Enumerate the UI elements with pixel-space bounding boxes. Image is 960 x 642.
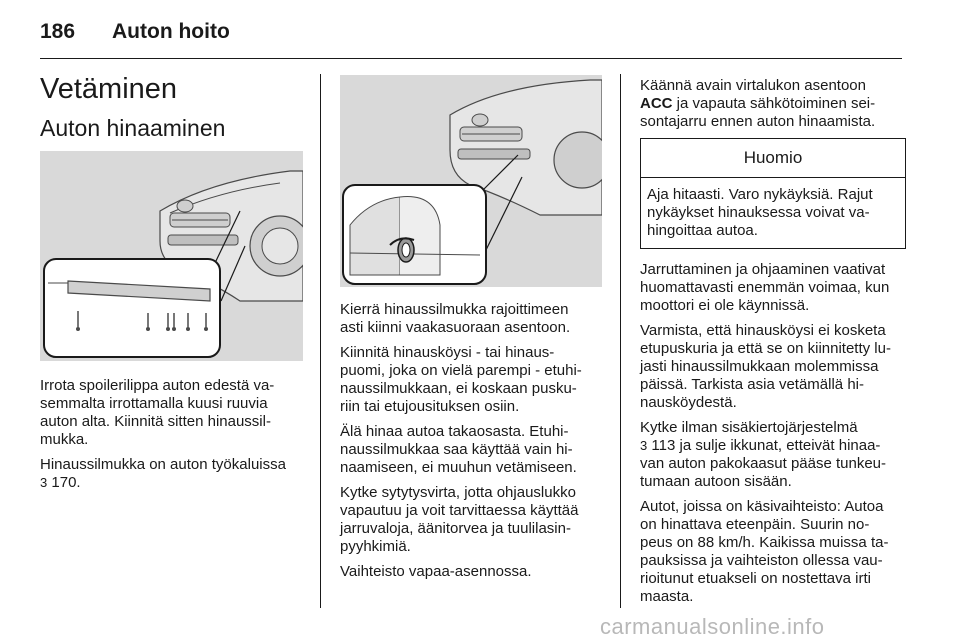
towing-eye-illustration (340, 75, 602, 287)
page-ref[interactable]: 113 ja sulje ikkunat, etteivät hinaa- (647, 437, 881, 454)
paragraph-manual-gearbox: Autot, joissa on käsivaihteisto: Autoa on hinattava eteenpäin. Suurin no- peus on 88 km/h. Kaikissa muissa ta- pauksissa ja vaihteiston ollessa vau- rioitunut etuakseli on nostettava irti maasta. (640, 498, 889, 605)
header-rule (40, 58, 902, 59)
page-header (40, 14, 902, 54)
column-divider-2 (620, 74, 621, 608)
column-divider-1 (320, 74, 321, 608)
section-title: Vetäminen (40, 73, 178, 105)
column-3 (640, 77, 906, 613)
caution-body: Aja hitaasti. Varo nykäyksiä. Rajut nykäykset hinauksessa voivat va- hingoittaa autoa. (647, 186, 873, 239)
acc-label: ACC (640, 95, 673, 112)
paragraph-rope-check: Varmista, että hinausköysi ei kosketa etupuskuria ja että se on kiinnitetty lu- jasti hinaussilmukkaan molemmissa päissä. Tarkista asia vetämällä hi- nausköydestä. (640, 322, 891, 411)
paragraph-no-rear-tow: Älä hinaa autoa takaosasta. Etuhi- naussilmukkaa saa käyttää vain hi- naamiseen, ei muuhun vetämiseen. (340, 423, 577, 476)
page-ref-arrow: 3 (640, 438, 648, 453)
car-front-illustration (40, 151, 303, 361)
paragraph-spoiler: Irrota spoilerilippa auton edestä va- semmalta irrottamalla kuusi ruuvia auton alta. Kiinnitä sitten hinaussil- mukka. (40, 377, 275, 448)
paragraph-recirculation: Kytke ilman sisäkiertojärjestelmä 3 113 ja sulje ikkunat, etteivät hinaa- van auton pakokaasut pääse tunkeu- tumaan autoon sisään. (640, 419, 887, 490)
watermark: carmanualsonline.info (600, 614, 825, 639)
paragraph-toolkit: Hinaussilmukka on auton työkaluissa 3 170. (40, 456, 286, 491)
figure-towing-eye (340, 75, 602, 287)
page-ref-arrow: 3 (40, 475, 48, 490)
chapter-title: Auton hoito (112, 20, 230, 43)
caution-title: Huomio (641, 139, 905, 178)
caution-box (640, 138, 906, 249)
paragraph-braking: Jarruttaminen ja ohjaaminen vaativat huomattavasti enemmän voimaa, kun moottori ei ole käynnissä. (640, 261, 890, 314)
paragraph-turn-eye: Kierrä hinaussilmukka rajoittimeen asti kiinni vaakasuoraan asentoon. (340, 301, 571, 336)
paragraph-acc: Käännä avain virtalukon asentoon ACC ja vapauta sähkötoiminen sei- sontajarru ennen auton hinaamista. (640, 77, 876, 130)
column-2 (340, 301, 615, 588)
page-number: 186 (40, 20, 76, 43)
paragraph-ignition: Kytke sytytysvirta, jotta ohjauslukko vapautuu ja voit tarvittaessa käyttää jarruvaloja, äänitorvea ja tuulilasin- pyyhkimiä. (340, 484, 579, 555)
column-1 (40, 377, 315, 499)
paragraph-attach-rope: Kiinnitä hinausköysi - tai hinaus- puomi, joka on vielä parempi - etuhi- naussilmukkaan, ei koskaan pusku- riin tai etujousituksen osiin. (340, 344, 582, 415)
figure-spoiler-removal (40, 151, 303, 361)
section-subtitle: Auton hinaaminen (40, 115, 226, 141)
paragraph-neutral: Vaihteisto vapaa-asennossa. (340, 563, 532, 580)
page-ref[interactable]: 170. (51, 474, 81, 491)
